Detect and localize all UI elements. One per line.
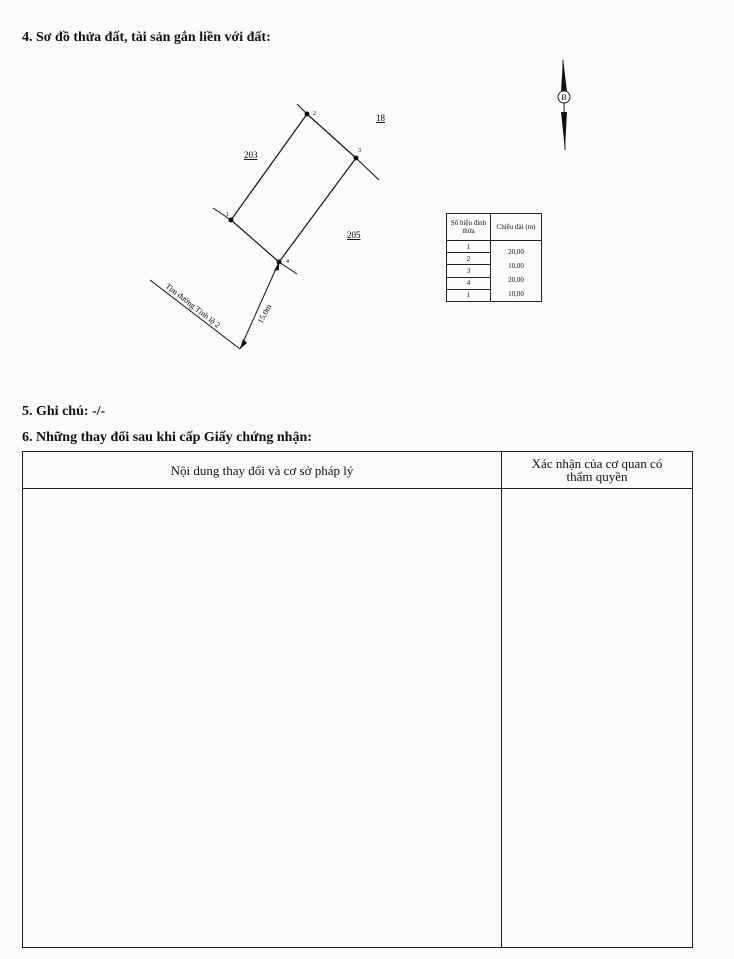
land-plot-diagram — [0, 0, 734, 400]
vertex-id-header: Số hiệu đỉnh thửa — [447, 214, 491, 241]
authority-confirmation-header — [502, 452, 693, 489]
distance-label: 15,0m — [255, 302, 274, 325]
vertex-3-marker — [354, 156, 359, 161]
section-5-heading: 5. Ghi chú: -/- — [22, 404, 106, 419]
vertex-length-table — [446, 213, 542, 302]
change-content-cell[interactable] — [23, 489, 502, 948]
vertex-id-cell: 1 — [447, 241, 491, 253]
vertex-1-marker — [229, 218, 234, 223]
section-6-heading: 6. Những thay đổi sau khi cấp Giấy chứng nhận: — [22, 430, 312, 445]
vertex-id-cell: 3 — [447, 265, 491, 277]
dimension-arrow-top — [274, 262, 279, 271]
table-row — [447, 241, 542, 253]
vertex-id-cell: 1 — [447, 289, 491, 301]
vertex-2-marker — [305, 112, 310, 117]
length-value: 20,00 — [508, 276, 524, 284]
length-header: Chiều dài (m) — [491, 214, 542, 241]
length-values — [491, 241, 542, 302]
vertex-3-label: 3 — [358, 148, 361, 154]
changes-table — [22, 451, 693, 948]
parcel-203-label: 203 — [244, 150, 258, 160]
section-4-heading: 4. Sơ đồ thửa đất, tài sản gắn liền với đất: — [22, 30, 271, 45]
parcel-18-label: 18 — [376, 113, 385, 123]
dimension-arrow-bottom — [240, 339, 247, 349]
vertex-id-cell: 4 — [447, 277, 491, 289]
length-value: 20,00 — [508, 248, 524, 256]
change-content-header: Nội dung thay đổi và cơ sở pháp lý — [23, 452, 502, 489]
north-arrow-icon — [558, 58, 570, 150]
length-value: 10,00 — [508, 290, 524, 298]
vertex-1-label: 1 — [226, 212, 229, 218]
boundary-right-extension — [356, 158, 379, 180]
length-value: 10,00 — [508, 262, 524, 270]
vertex-2-label: 2 — [313, 111, 316, 117]
authority-confirmation-label: Xác nhận của cơ quan có thẩm quyền — [531, 456, 663, 484]
road-centerline — [150, 280, 240, 349]
parcel-outline — [231, 114, 356, 262]
parcel-205-label: 205 — [347, 230, 361, 240]
distance-dimension-line — [240, 262, 279, 349]
vertex-4-label: 4 — [286, 259, 289, 265]
authority-confirmation-cell[interactable] — [502, 489, 693, 948]
road-label: Tim đường Tỉnh lộ 2 — [163, 281, 222, 330]
vertex-id-cell: 2 — [447, 253, 491, 265]
north-label: B — [561, 93, 567, 102]
